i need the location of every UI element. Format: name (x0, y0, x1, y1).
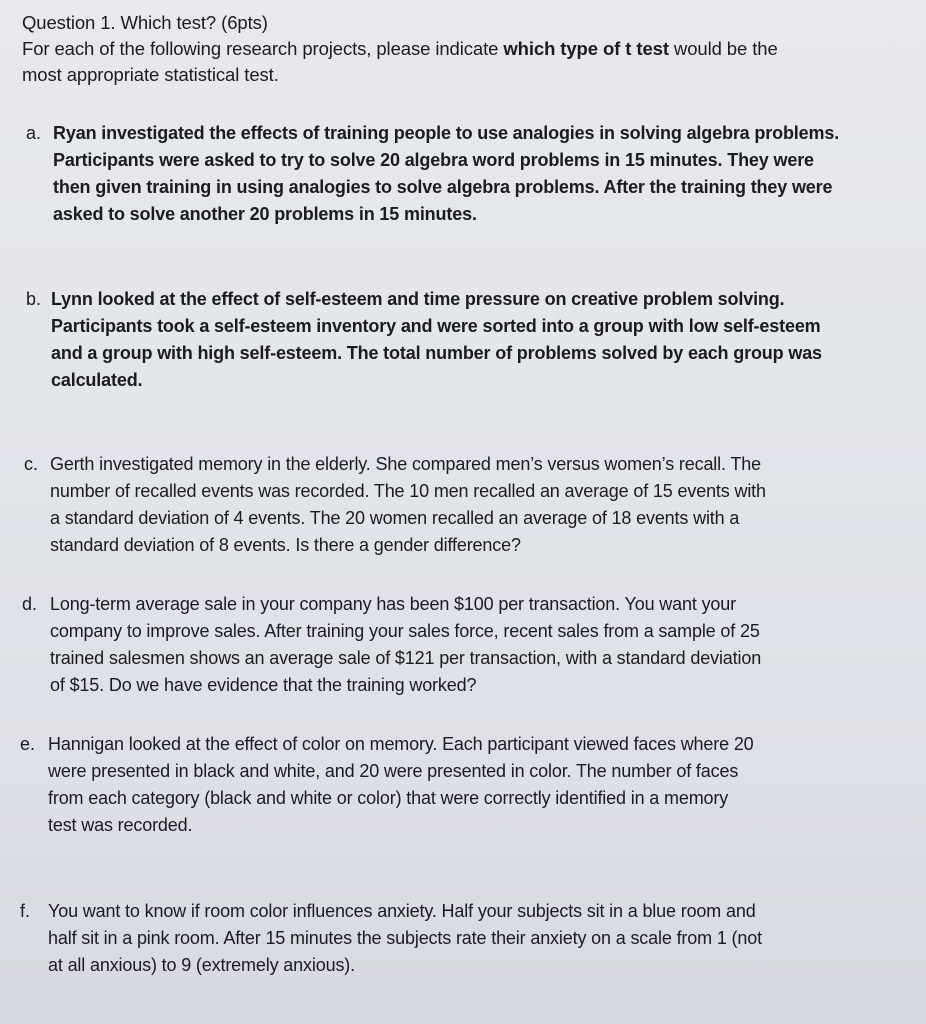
item-line: half sit in a pink room. After 15 minutes the subjects rate their anxiety on a scale from 1 (not (48, 928, 762, 948)
item-line: from each category (black and white or color) that were correctly identified in a memory (48, 788, 729, 808)
question-header (22, 10, 902, 88)
item-line: a standard deviation of 4 events. The 20 women recalled an average of 18 events with a (50, 508, 740, 528)
item-line: test was recorded. (48, 815, 193, 835)
item-line: company to improve sales. After training your sales force, recent sales from a sample of 25 (50, 621, 760, 641)
item-line: Hannigan looked at the effect of color on memory. Each participant viewed faces where 20 (48, 734, 754, 754)
item-line: and a group with high self-esteem. The total number of problems solved by each group was (51, 343, 822, 363)
item-text (48, 898, 908, 979)
item-line: calculated. (51, 370, 143, 390)
item-line: asked to solve another 20 problems in 15 minutes. (53, 204, 477, 224)
instructions-text-end: would be the (668, 38, 778, 59)
instructions-bold-text: which type of t test (503, 38, 669, 59)
item-line: Lynn looked at the effect of self-esteem and time pressure on creative problem solving. (51, 289, 785, 309)
instructions-text-start: For each of the following research projects, please indicate (22, 38, 504, 59)
item-line: standard deviation of 8 events. Is there a gender difference? (50, 535, 521, 555)
item-letter: c. (24, 454, 39, 474)
item-line: Gerth investigated memory in the elderly. She compared men’s versus women’s recall. The (50, 454, 761, 474)
question-title: Question 1. Which test? (6pts) (22, 12, 268, 33)
item-letter: b. (26, 289, 42, 309)
question-instructions-line-2: most appropriate statistical test. (22, 64, 279, 85)
item-text (51, 286, 911, 394)
item-line: were presented in black and white, and 20 were presented in color. The number of faces (48, 761, 739, 781)
question-instructions (22, 36, 902, 62)
item-letter: d. (22, 594, 38, 614)
item-line: Participants took a self-esteem inventory and were sorted into a group with low self-esteem (51, 316, 821, 336)
item-text (48, 731, 908, 839)
item-line: of $15. Do we have evidence that the training worked? (50, 675, 477, 695)
item-text (50, 451, 910, 559)
item-line: at all anxious) to 9 (extremely anxious). (48, 955, 355, 975)
item-text (50, 591, 910, 699)
item-line: Ryan investigated the effects of training people to use analogies in solving algebra problems. (53, 123, 840, 143)
item-line: Participants were asked to try to solve 20 algebra word problems in 15 minutes. They were (53, 150, 814, 170)
item-line: You want to know if room color influences anxiety. Half your subjects sit in a blue room and (48, 901, 756, 921)
item-line: trained salesmen shows an average sale of $121 per transaction, with a standard deviation (50, 648, 762, 668)
item-letter: e. (20, 734, 36, 754)
item-text (53, 120, 913, 228)
item-line: number of recalled events was recorded. The 10 men recalled an average of 15 events with (50, 481, 766, 501)
item-letter: a. (26, 123, 42, 143)
item-letter: f. (20, 901, 31, 921)
item-line: Long-term average sale in your company has been $100 per transaction. You want your (50, 594, 736, 614)
item-line: then given training in using analogies to solve algebra problems. After the training they were (53, 177, 833, 197)
